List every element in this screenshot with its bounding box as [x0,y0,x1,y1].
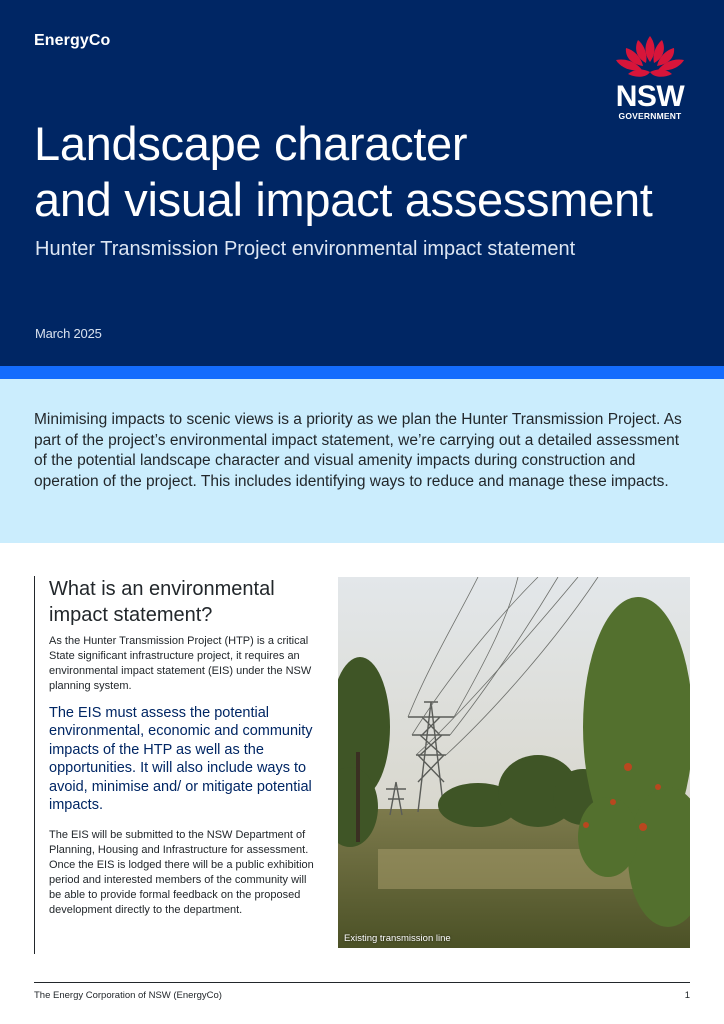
footer-divider [34,982,690,983]
title-line-1: Landscape character [34,117,468,170]
photo-illustration [338,577,690,948]
nsw-government-logo [608,32,692,122]
section-paragraph-2: The EIS will be submitted to the NSW Department of Planning, Housing and Infrastructure for assessment. Once the EIS is lodged there will be a public exhibition period and interested members of the community will be able to provide formal feedback on the proposed development directly to the department. [49,829,314,917]
page-subtitle: Hunter Transmission Project environmental impact statement [35,238,576,260]
page-number: 1 [684,990,690,1001]
photo-caption: Existing transmission line [344,933,451,944]
accent-stripe [0,366,724,379]
nsw-wordmark: NSW [615,80,685,113]
waratah-icon [608,32,692,84]
intro-text: Minimising impacts to scenic views is a priority as we plan the Hunter Transmission Project. As part of the project’s environmental impact statement, we’re carrying out a detailed assessment of the potential landscape character and visual amenity impacts during construction and operation of the project. This includes identifying ways to reduce and manage these impacts. [34,411,682,490]
footer-organisation: The Energy Corporation of NSW (EnergyCo) [34,990,222,1001]
section-lead-paragraph: The EIS must assess the potential environmental, economic and community impacts of the HTP as well as the opportunities. It will also include ways to avoid, minimise and/ or mitigate potential impacts. [49,705,313,814]
section-heading: What is an environmental impact statement? [49,578,275,626]
title-line-2: and visual impact assessment [34,173,653,226]
government-wordmark: GOVERNMENT [618,111,682,121]
page-title [34,116,704,228]
publication-date: March 2025 [35,326,102,341]
intro-panel [0,379,724,543]
section-paragraph-1: As the Hunter Transmission Project (HTP) is a critical State significant infrastructure project, it requires an environmental impact statement (EIS) under the NSW planning system. [49,635,312,692]
energyco-brand: EnergyCo [34,32,111,49]
cover-header [0,0,724,366]
eis-section [34,576,320,954]
transmission-line-photo [338,577,690,948]
